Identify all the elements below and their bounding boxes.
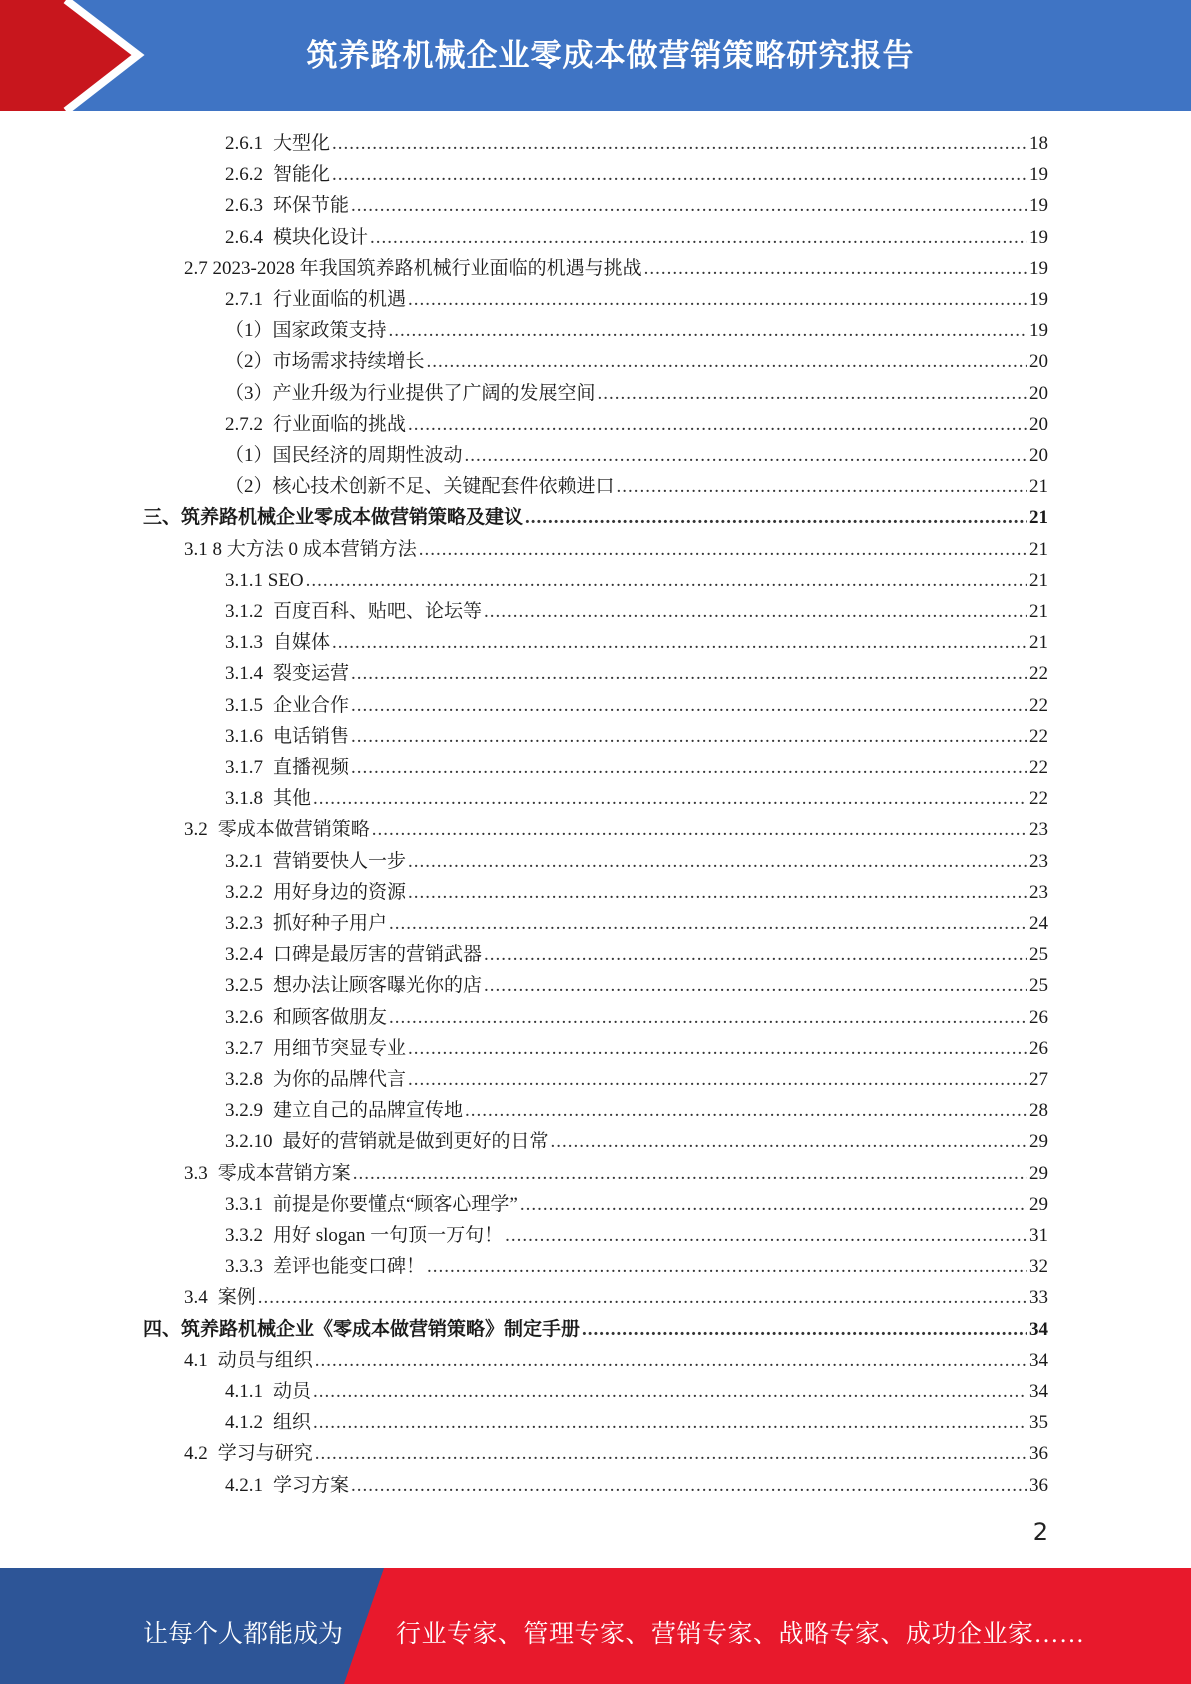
toc-entry-title: （1）国民经济的周期性波动 — [225, 445, 463, 466]
toc-entry-number: 3.3.3 — [225, 1256, 263, 1278]
toc-entry[interactable] — [225, 1095, 1048, 1126]
toc-dot-leader — [408, 1033, 1027, 1064]
toc-entry-number: 3.3.1 — [225, 1193, 263, 1215]
footer-slogan-left: 让每个人都能成为 — [143, 1621, 344, 1648]
toc-entry[interactable] — [225, 658, 1048, 689]
toc-entry[interactable] — [225, 752, 1048, 783]
toc-entry-number: 3.2.3 — [225, 913, 263, 934]
toc-entry-page: 27 — [1029, 1069, 1048, 1090]
toc-entry-title: 大型化 — [273, 133, 331, 154]
toc-entry-title: （1）国家政策支持 — [225, 320, 387, 342]
toc-entry-page: 32 — [1029, 1256, 1048, 1278]
toc-entry-title: 企业合作 — [273, 694, 350, 716]
toc-entry-number: 3.2.6 — [225, 1006, 263, 1028]
toc-entry-number: 3.1.6 — [225, 725, 263, 747]
toc-entry[interactable] — [225, 1033, 1048, 1064]
toc-dot-leader — [465, 1095, 1027, 1126]
toc-dot-leader — [315, 1438, 1027, 1469]
toc-entry-page: 21 — [1029, 569, 1048, 591]
toc-entry-number: 3.2.9 — [225, 1100, 263, 1122]
toc-entry-number: 3.1.7 — [225, 757, 263, 778]
toc-dot-leader — [520, 1189, 1027, 1220]
toc-entry[interactable] — [184, 534, 1048, 565]
toc-entry-number: 2.6.4 — [225, 226, 263, 248]
toc-entry-page: 36 — [1029, 1474, 1048, 1496]
toc-dot-leader — [389, 908, 1027, 939]
toc-entry[interactable] — [225, 440, 1048, 471]
toc-dot-leader — [332, 159, 1027, 190]
toc-dot-leader — [465, 440, 1027, 471]
toc-entry[interactable] — [225, 1189, 1048, 1220]
toc-entry[interactable] — [184, 1282, 1048, 1313]
toc-dot-leader — [313, 1376, 1027, 1407]
toc-entry[interactable] — [225, 315, 1048, 346]
toc-entry-title: （3）产业升级为行业提供了广阔的发展空间 — [225, 382, 596, 404]
toc-dot-leader — [351, 690, 1027, 721]
toc-dot-leader — [313, 783, 1027, 814]
toc-entry-page: 22 — [1029, 788, 1048, 810]
toc-dot-leader — [306, 565, 1027, 596]
toc-entry[interactable] — [184, 253, 1048, 284]
toc-dot-leader — [505, 1220, 1027, 1251]
toc-entry-page: 35 — [1029, 1412, 1048, 1434]
toc-dot-leader — [427, 1251, 1027, 1282]
toc-dot-leader — [313, 1407, 1027, 1438]
toc-entry-title: 百度百科、贴吧、论坛等 — [273, 601, 483, 622]
report-title: 筑养路机械企业零成本做营销策略研究报告 — [306, 38, 915, 74]
toc-entry-page: 26 — [1029, 1006, 1048, 1028]
toc-entry[interactable] — [225, 409, 1048, 440]
toc-entry-title: 想办法让顾客曝光你的店 — [273, 975, 483, 997]
toc-entry-title: 模块化设计 — [273, 226, 369, 248]
toc-entry[interactable] — [225, 128, 1048, 159]
toc-entry-number: 2.6.2 — [225, 164, 263, 186]
toc-entry[interactable] — [225, 346, 1048, 377]
toc-dot-leader — [353, 1158, 1027, 1189]
toc-entry-title: 电话销售 — [273, 725, 350, 747]
page-header — [0, 0, 1191, 111]
toc-entry-title: 用细节突显专业 — [273, 1037, 407, 1059]
toc-entry-title: 行业面临的机遇 — [273, 289, 407, 310]
toc-entry-page: 28 — [1029, 1100, 1048, 1122]
toc-entry-title: 前提是你要懂点“顾客心理学” — [273, 1193, 518, 1215]
toc-entry-number: 4.2 — [184, 1443, 208, 1465]
toc-entry[interactable] — [225, 721, 1048, 752]
toc-entry-number: 2.7.1 — [225, 289, 263, 310]
toc-entry[interactable] — [225, 596, 1048, 627]
toc-entry[interactable] — [225, 846, 1048, 877]
toc-dot-leader — [408, 846, 1027, 877]
toc-entry-number: 3.3.2 — [225, 1225, 263, 1246]
toc-entry-page: 34 — [1029, 1349, 1048, 1371]
toc-dot-leader — [372, 814, 1027, 845]
toc-dot-leader — [370, 222, 1027, 253]
toc-entry-title: 学习与研究 — [217, 1443, 313, 1465]
toc-entry-title: （2）市场需求持续增长 — [225, 351, 425, 373]
toc-entry[interactable] — [225, 1220, 1048, 1251]
toc-entry-title: 3.1 8 大方法 0 成本营销方法 — [184, 538, 417, 560]
toc-entry-page: 23 — [1029, 881, 1048, 903]
toc-entry-page: 19 — [1029, 195, 1048, 217]
toc-dot-leader — [419, 534, 1027, 565]
toc-entry-title: 动员 — [273, 1381, 312, 1402]
toc-entry[interactable] — [225, 1002, 1048, 1033]
toc-entry-page: 26 — [1029, 1037, 1048, 1059]
toc-entry-page: 19 — [1029, 289, 1048, 310]
toc-entry[interactable] — [225, 877, 1048, 908]
toc-entry-number: 3.1.2 — [225, 601, 263, 622]
toc-entry-page: 22 — [1029, 694, 1048, 716]
toc-entry-title: 差评也能变口碑！ — [273, 1256, 426, 1278]
toc-entry[interactable] — [225, 1376, 1048, 1407]
toc-entry-title: 3.1.1 SEO — [225, 569, 304, 591]
toc-entry-page: 19 — [1029, 226, 1048, 248]
toc-entry-number: 4.1.1 — [225, 1381, 263, 1402]
toc-entry-page: 19 — [1029, 257, 1048, 279]
toc-entry-title: 组织 — [273, 1412, 312, 1434]
toc-dot-leader — [351, 752, 1027, 783]
toc-entry[interactable] — [143, 502, 1048, 533]
toc-dot-leader — [332, 128, 1027, 159]
toc-entry-number: 4.1 — [184, 1349, 208, 1371]
toc-entry-number: 3.2.8 — [225, 1069, 263, 1090]
toc-entry-page: 20 — [1029, 382, 1048, 404]
toc-entry[interactable] — [225, 159, 1048, 190]
toc-entry-number: 3.1.4 — [225, 663, 263, 685]
toc-dot-leader — [484, 939, 1027, 970]
toc-entry-number: 3.2.7 — [225, 1037, 263, 1059]
toc-entry-title: （2）核心技术创新不足、关键配套件依赖进口 — [225, 476, 615, 498]
toc-entry-title: 抓好种子用户 — [273, 913, 388, 934]
toc-entry-number: 3.2.4 — [225, 944, 263, 966]
toc-dot-leader — [408, 1064, 1027, 1095]
toc-entry-page: 21 — [1029, 601, 1048, 622]
toc-dot-leader — [351, 721, 1027, 752]
toc-entry-number: 3.1.8 — [225, 788, 263, 810]
toc-entry-number: 3.2 — [184, 819, 208, 841]
toc-entry-title: 案例 — [217, 1287, 256, 1309]
toc-entry-number: 4.2.1 — [225, 1474, 263, 1496]
toc-dot-leader — [408, 409, 1027, 440]
toc-entry-page: 25 — [1029, 944, 1048, 966]
toc-entry[interactable] — [225, 378, 1048, 409]
toc-dot-leader — [389, 1002, 1027, 1033]
toc-entry[interactable] — [143, 1314, 1048, 1345]
toc-entry-page: 20 — [1029, 445, 1048, 466]
toc-dot-leader — [315, 1345, 1027, 1376]
page-footer — [0, 1568, 1191, 1684]
toc-entry-number: 3.1.5 — [225, 694, 263, 716]
toc-entry-number: 3.2.10 — [225, 1131, 273, 1153]
toc-entry-title: 智能化 — [273, 164, 331, 186]
toc-entry-page: 21 — [1029, 476, 1048, 498]
toc-entry-title: 零成本做营销策略 — [217, 819, 370, 841]
toc-entry[interactable] — [225, 1126, 1048, 1157]
toc-entry-page: 29 — [1029, 1193, 1048, 1215]
toc-entry-title: 用好身边的资源 — [273, 881, 407, 903]
toc-entry-number: 3.2.1 — [225, 850, 263, 872]
toc-entry-title: 动员与组织 — [217, 1349, 313, 1371]
toc-entry[interactable] — [225, 908, 1048, 939]
toc-dot-leader — [427, 346, 1027, 377]
toc-entry-number: 3.1.3 — [225, 632, 263, 654]
toc-entry-page: 25 — [1029, 975, 1048, 997]
toc-entry-page: 31 — [1029, 1225, 1048, 1246]
toc-entry-title: 用好 slogan 一句顶一万句！ — [273, 1225, 504, 1246]
toc-entry-title: 三、筑养路机械企业零成本做营销策略及建议 — [143, 507, 524, 529]
toc-entry-title: 最好的营销就是做到更好的日常 — [282, 1131, 549, 1153]
toc-entry[interactable] — [225, 970, 1048, 1001]
toc-entry-title: 裂变运营 — [273, 663, 350, 685]
toc-entry-page: 23 — [1029, 850, 1048, 872]
toc-dot-leader — [644, 253, 1027, 284]
toc-dot-leader — [351, 190, 1027, 221]
toc-dot-leader — [408, 284, 1027, 315]
footer-slogan-right: 行业专家、管理专家、营销专家、战略专家、成功企业家…… — [396, 1621, 1085, 1648]
toc-entry-page: 19 — [1029, 164, 1048, 186]
toc-entry[interactable] — [225, 627, 1048, 658]
toc-entry-title: 四、筑养路机械企业《零成本做营销策略》制定手册 — [143, 1318, 581, 1340]
toc-dot-leader — [351, 1470, 1027, 1501]
toc-entry-page: 24 — [1029, 913, 1048, 934]
toc-entry[interactable] — [184, 1438, 1048, 1469]
toc-entry-number: 2.6.3 — [225, 195, 263, 217]
toc-entry[interactable] — [225, 471, 1048, 502]
toc-entry-number: 2.6.1 — [225, 133, 263, 154]
toc-entry-title: 建立自己的品牌宣传地 — [273, 1100, 464, 1122]
toc-dot-leader — [525, 502, 1027, 533]
toc-entry-page: 20 — [1029, 351, 1048, 373]
toc-entry[interactable] — [225, 690, 1048, 721]
toc-entry-page: 36 — [1029, 1443, 1048, 1465]
toc-entry-title: 环保节能 — [273, 195, 350, 217]
toc-dot-leader — [389, 315, 1027, 346]
toc-entry-number: 3.4 — [184, 1287, 208, 1309]
toc-entry-page: 22 — [1029, 725, 1048, 747]
toc-entry[interactable] — [184, 1345, 1048, 1376]
toc-entry-page: 33 — [1029, 1287, 1048, 1309]
toc-entry-page: 29 — [1029, 1131, 1048, 1153]
toc-entry[interactable] — [225, 565, 1048, 596]
toc-entry-page: 34 — [1029, 1318, 1048, 1340]
toc-entry-title: 为你的品牌代言 — [273, 1069, 407, 1090]
toc-dot-leader — [258, 1282, 1027, 1313]
toc-entry-page: 21 — [1029, 507, 1048, 529]
toc-entry-number: 2.7.2 — [225, 413, 263, 435]
toc-entry-title: 2.7 2023-2028 年我国筑养路机械行业面临的机遇与挑战 — [184, 257, 642, 279]
toc-entry-number: 4.1.2 — [225, 1412, 263, 1434]
toc-entry-page: 29 — [1029, 1162, 1048, 1184]
toc-dot-leader — [332, 627, 1027, 658]
toc-entry-page: 21 — [1029, 538, 1048, 560]
toc-entry-title: 学习方案 — [273, 1474, 350, 1496]
toc-dot-leader — [551, 1126, 1027, 1157]
toc-entry-page: 18 — [1029, 133, 1048, 154]
toc-entry-title: 行业面临的挑战 — [273, 413, 407, 435]
toc-entry[interactable] — [225, 190, 1048, 221]
toc-entry[interactable] — [225, 1470, 1048, 1501]
toc-dot-leader — [351, 658, 1027, 689]
toc-entry[interactable] — [184, 814, 1048, 845]
toc-entry[interactable] — [184, 1158, 1048, 1189]
toc-dot-leader — [617, 471, 1027, 502]
toc-entry-page: 19 — [1029, 320, 1048, 342]
toc-entry[interactable] — [225, 1251, 1048, 1282]
toc-entry[interactable] — [225, 939, 1048, 970]
toc-entry-page: 21 — [1029, 632, 1048, 654]
toc-dot-leader — [484, 596, 1027, 627]
toc-entry[interactable] — [225, 1064, 1048, 1095]
page-number: 2 — [1032, 1518, 1048, 1546]
toc-entry-page: 22 — [1029, 757, 1048, 778]
toc-dot-leader — [582, 1314, 1027, 1345]
toc-entry-title: 零成本营销方案 — [217, 1162, 351, 1184]
toc-entry-page: 20 — [1029, 413, 1048, 435]
toc-entry[interactable] — [225, 783, 1048, 814]
toc-dot-leader — [484, 970, 1027, 1001]
toc-dot-leader — [408, 877, 1027, 908]
toc-entry-page: 23 — [1029, 819, 1048, 841]
toc-dot-leader — [598, 378, 1027, 409]
toc-entry-number: 3.2.2 — [225, 881, 263, 903]
toc-entry-title: 其他 — [273, 788, 312, 810]
toc-entry-title: 自媒体 — [273, 632, 331, 654]
toc-entry-number: 3.2.5 — [225, 975, 263, 997]
toc-entry-title: 口碑是最厉害的营销武器 — [273, 944, 483, 966]
toc-entry-title: 营销要快人一步 — [273, 850, 407, 872]
toc-entry-page: 22 — [1029, 663, 1048, 685]
toc-entry-title: 和顾客做朋友 — [273, 1006, 388, 1028]
toc-entry[interactable] — [225, 222, 1048, 253]
toc-entry-number: 3.3 — [184, 1162, 208, 1184]
toc-entry-title: 直播视频 — [273, 757, 350, 778]
toc-entry[interactable] — [225, 284, 1048, 315]
toc-entry[interactable] — [225, 1407, 1048, 1438]
toc-entry-page: 34 — [1029, 1381, 1048, 1402]
